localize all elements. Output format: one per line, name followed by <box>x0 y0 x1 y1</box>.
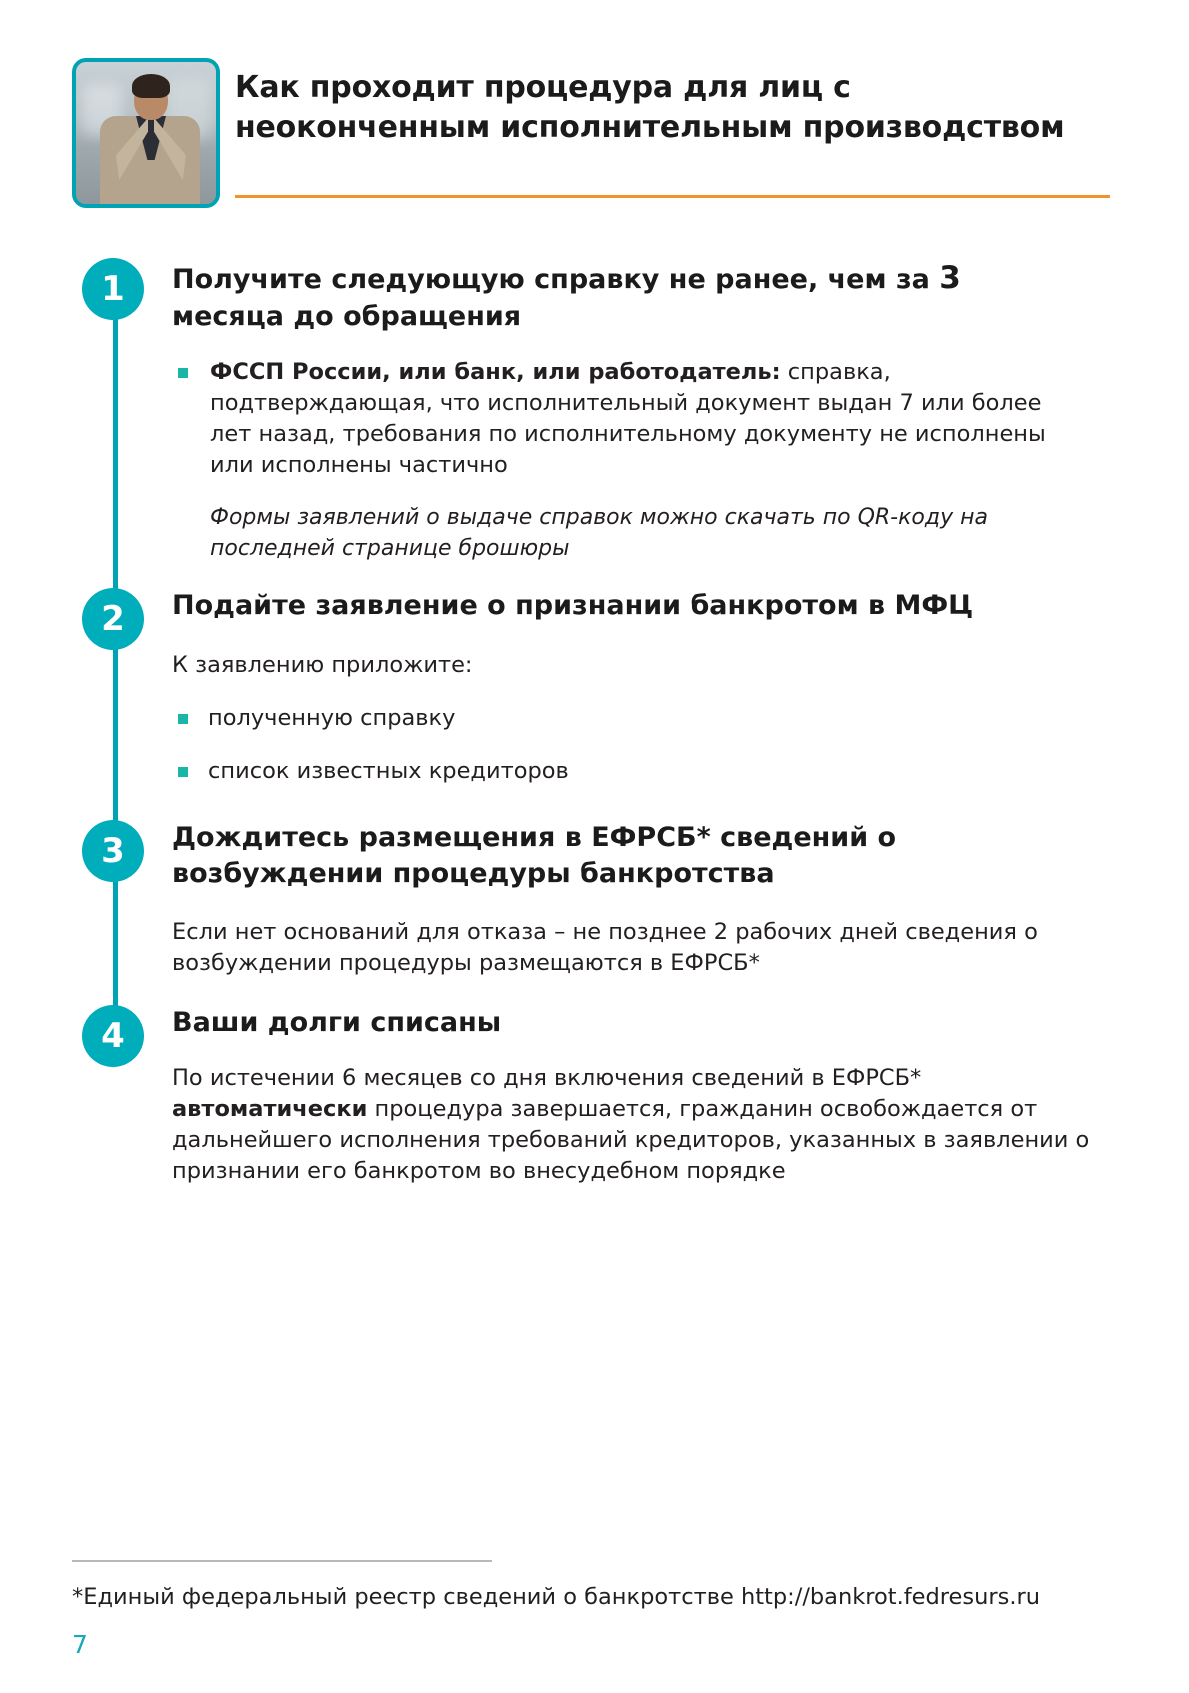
step-4-title: Ваши долги списаны <box>172 1007 502 1038</box>
footer-divider <box>72 1560 492 1562</box>
step-4-number: 4 <box>82 1005 144 1067</box>
footnote: *Единый федеральный реестр сведений о банкротстве http://bankrot.fedresurs.ru <box>72 1584 1041 1610</box>
page-header <box>72 58 1112 208</box>
step-3-number: 3 <box>82 820 144 882</box>
step-1-note: Формы заявлений о выдаче справок можно скачать по QR-коду на последней странице брошюры <box>210 504 988 561</box>
step-4-text-part2: процедура завершается, гражданин освобождается от дальнейшего исполнения требований кредиторов, указанных в заявлении о признании его банкротом во внесудебном порядке <box>172 1095 1090 1184</box>
step-3 <box>72 820 1122 979</box>
list-item <box>172 357 1052 481</box>
step-2-subtitle: К заявлению приложите: <box>172 651 473 678</box>
step-2-title: Подайте заявление о признании банкротом в МФЦ <box>172 590 974 621</box>
header-photo <box>72 58 220 208</box>
step-3-title: Дождитесь размещения в ЕФРСБ* сведений о возбуждении процедуры банкротства <box>172 822 897 889</box>
step-4 <box>72 1005 1122 1187</box>
step-2 <box>72 588 1122 809</box>
step-1-title-part1: Получите следующую справку не ранее, чем за <box>172 264 940 295</box>
step-2-number: 2 <box>82 588 144 650</box>
step-1-bullet-lead: ФССП России, или банк, или работодатель: <box>210 358 781 385</box>
step-1 <box>72 258 1122 564</box>
list-item: список известных кредиторов <box>172 756 1122 787</box>
step-4-text-bold: автоматически <box>172 1095 368 1122</box>
list-item: полученную справку <box>172 703 1122 734</box>
photo-hair <box>132 74 170 98</box>
header-divider <box>235 195 1110 198</box>
page-number: 7 <box>72 1630 88 1659</box>
step-4-text-part1: По истечении 6 месяцев со дня включения сведений в ЕФРСБ* <box>172 1064 922 1091</box>
step-1-title <box>172 258 1002 335</box>
page-title: Как проходит процедура для лиц с неоконченным исполнительным производством <box>235 70 1065 145</box>
step-1-bullet-text: справка, подтверждающая, что исполнительный документ выдан 7 или более лет назад, требования по исполнительному документу не исполнены или исполнены частично <box>210 358 1046 478</box>
step-1-bullets <box>172 357 1122 481</box>
step-2-bullets <box>172 703 1122 787</box>
step-1-title-highlight: 3 <box>939 260 961 296</box>
step-1-number: 1 <box>82 258 144 320</box>
step-1-title-part2: месяца до обращения <box>172 300 522 332</box>
step-4-text <box>172 1063 1102 1187</box>
step-3-text: Если нет оснований для отказа – не позднее 2 рабочих дней сведения о возбуждении процедуры размещаются в ЕФРСБ* <box>172 919 1038 977</box>
